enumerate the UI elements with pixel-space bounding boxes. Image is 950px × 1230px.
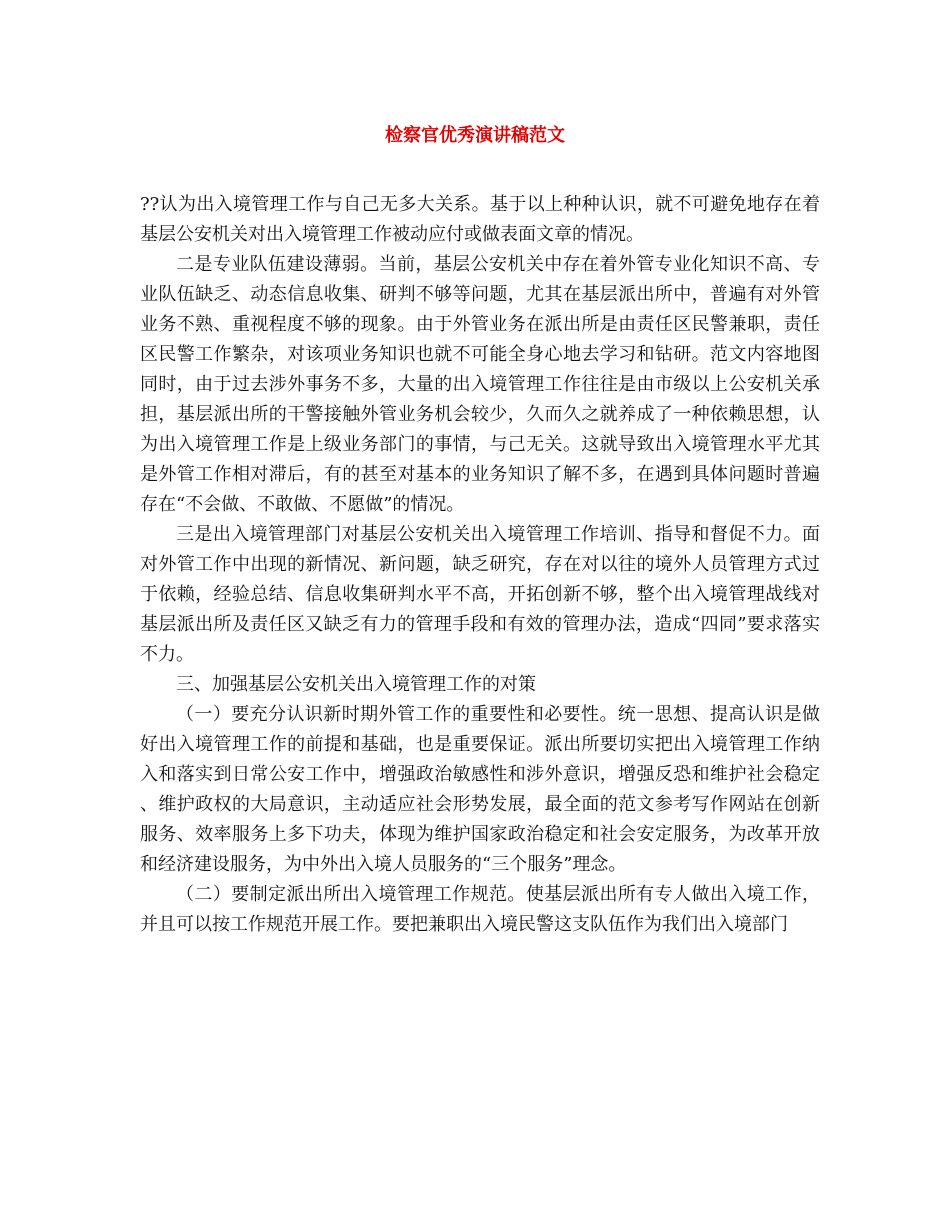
paragraph-1: ??认为出入境管理工作与自己无多大关系。基于以上种种认识，就不可避免地存在着基层公安机关对出入境管理工作被动应付或做表面文章的情况。 bbox=[140, 194, 820, 245]
section-heading: 三、加强基层公安机关出入境管理工作的对策 bbox=[176, 674, 536, 695]
paragraph-4: （一）要充分认识新时期外管工作的重要性和必要性。统一思想、提高认识是做好出入境管理工作的前提和基础，也是重要保证。派出所要切实把出入境管理工作纳入和落实到日常公安工作中，增强政治敏感性和涉外意识，增强反恐和维护社会稳定、维护政权的大局意识，主动适应社会形势发展，最全面的范文参考写作网站在创新服务、效率服务上多下功夫，体现为维护国家政治稳定和社会安定服务，为改革开放和经济建设服务，为中外出入境人员服务的“三个服务”理念。 bbox=[140, 704, 820, 875]
document-body bbox=[140, 190, 820, 940]
paragraph-2: 二是专业队伍建设薄弱。当前，基层公安机关中存在着外管专业化知识不高、专业队伍缺乏、动态信息收集、研判不够等问题，尤其在基层派出所中，普遍有对外管业务不熟、重视程度不够的现象。由于外管业务在派出所是由责任区民警兼职，责任区民警工作繁杂，对该项业务知识也就不可能全身心地去学习和钻研。范文内容地图同时，由于过去涉外事务不多，大量的出入境管理工作往往是由市级以上公安机关承担，基层派出所的干警接触外管业务机会较少，久而久之就养成了一种依赖思想，认为出入境管理工作是上级业务部门的事情，与己无关。这就导致出入境管理水平尤其是外管工作相对滞后，有的甚至对基本的业务知识了解不多，在遇到具体问题时普遍存在“不会做、不敢做、不愿做”的情况。 bbox=[140, 254, 820, 515]
paragraph-5: （二）要制定派出所出入境管理工作规范。使基层派出所有专人做出入境工作，并且可以按工作规范开展工作。要把兼职出入境民警这支队伍作为我们出入境部门 bbox=[140, 884, 820, 935]
document-title: 检察官优秀演讲稿范文 bbox=[385, 125, 565, 146]
paragraph-3: 三是出入境管理部门对基层公安机关出入境管理工作培训、指导和督促不力。面对外管工作中出现的新情况、新问题，缺乏研究，存在对以往的境外人员管理方式过于依赖，经验总结、信息收集研判水平不高，开拓创新不够，整个出入境管理战线对基层派出所及责任区又缺乏有力的管理手段和有效的管理办法，造成“四同”要求落实不力。 bbox=[140, 524, 820, 665]
